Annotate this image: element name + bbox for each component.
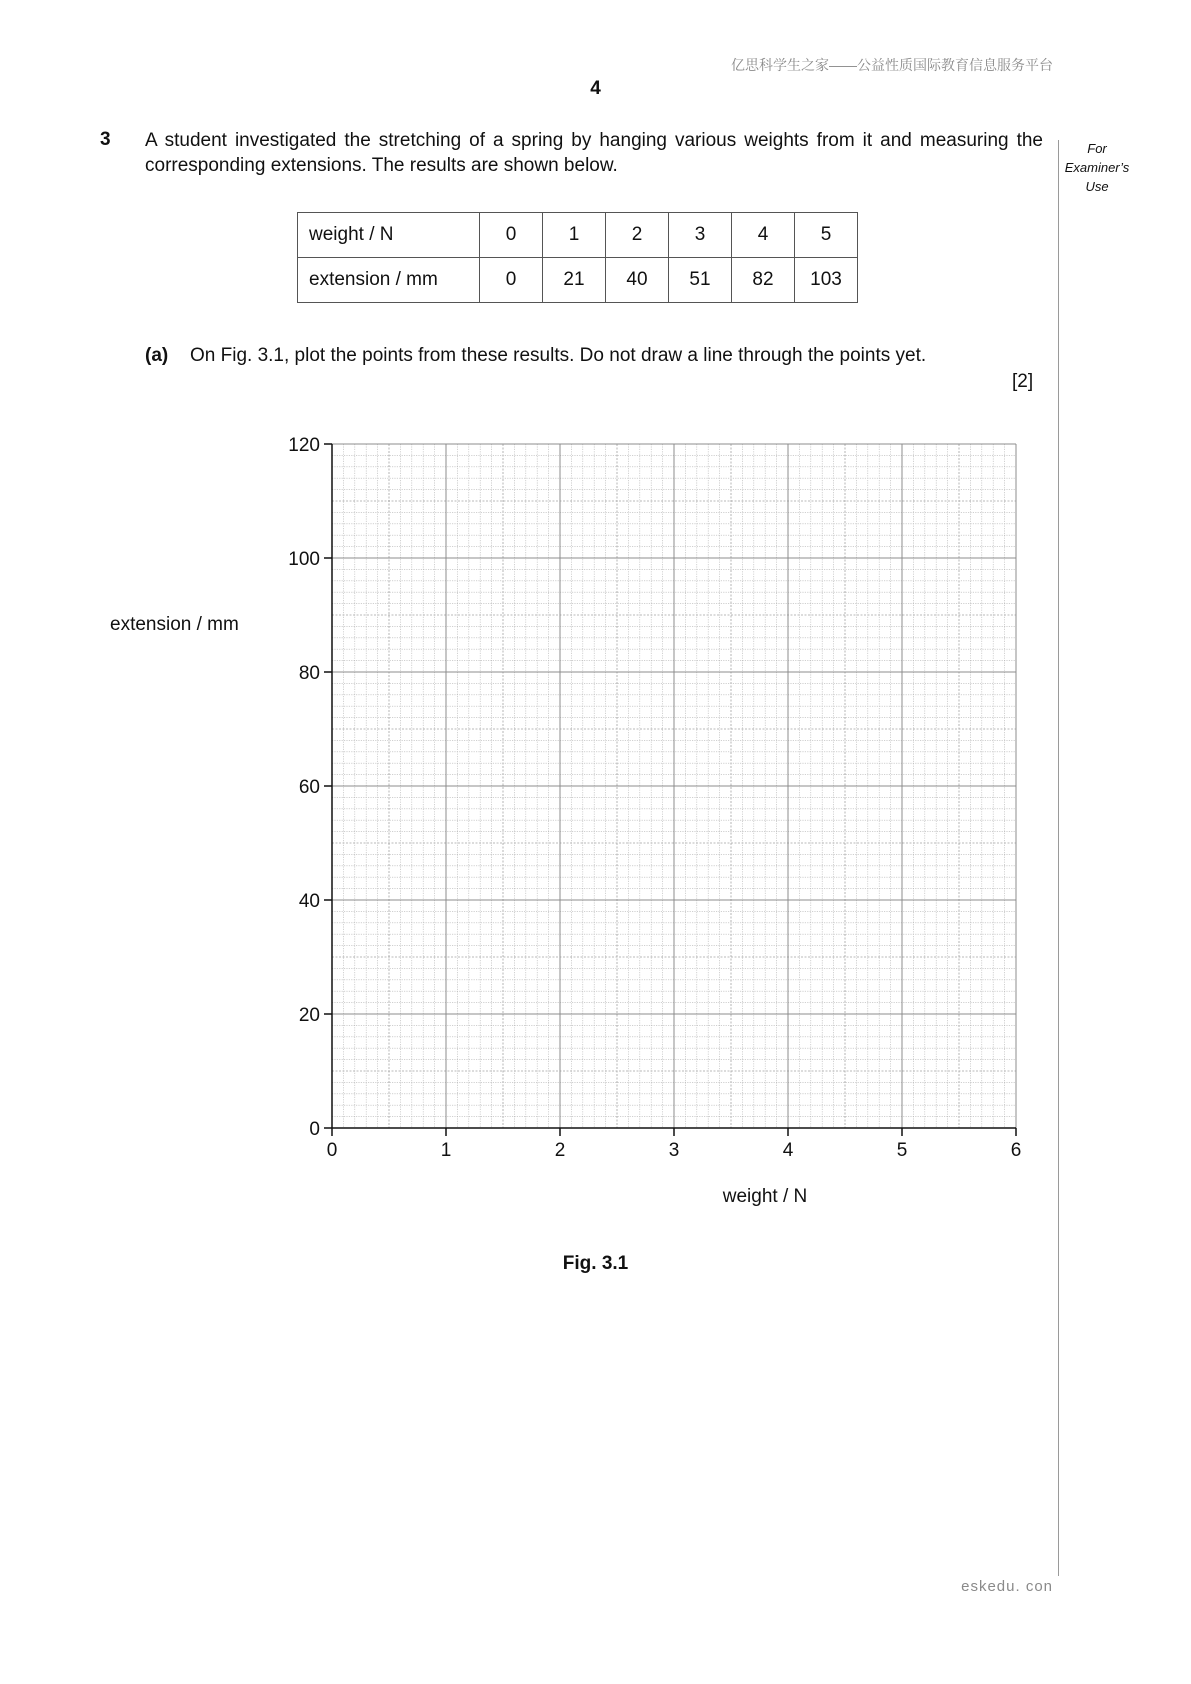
x-tick-label: 2 bbox=[554, 1140, 566, 1161]
table-cell: 0 bbox=[480, 258, 543, 303]
part-a-marks: [2] bbox=[1012, 371, 1034, 392]
table-cell: 1 bbox=[543, 213, 606, 258]
y-tick-label: 120 bbox=[288, 435, 320, 456]
examiner-line: Use bbox=[1085, 179, 1109, 194]
axis-ticks bbox=[288, 435, 1021, 1161]
examiner-use-label bbox=[1052, 139, 1142, 196]
footer-text: eskedu. con bbox=[961, 1578, 1053, 1595]
figure-caption: Fig. 3.1 bbox=[562, 1253, 629, 1274]
x-tick-label: 1 bbox=[440, 1140, 452, 1161]
question-text: A student investigated the stretching of a spring by hanging various weights from it and measuring the corresponding extensions. The results are shown below. bbox=[145, 130, 1043, 176]
table-cell: 2 bbox=[606, 213, 669, 258]
examiner-line: Examiner’s bbox=[1064, 160, 1130, 175]
part-a-text: On Fig. 3.1, plot the points from these results. Do not draw a line through the points yet. bbox=[190, 345, 927, 366]
table-cell: 0 bbox=[480, 213, 543, 258]
y-tick-label: 100 bbox=[288, 549, 320, 570]
table-cell: 51 bbox=[669, 258, 732, 303]
margin-rule bbox=[1058, 140, 1059, 1576]
part-a-label: (a) bbox=[145, 345, 169, 366]
x-axis-label: weight / N bbox=[722, 1186, 808, 1207]
results-table bbox=[297, 212, 858, 303]
table-cell: 3 bbox=[669, 213, 732, 258]
x-tick-label: 6 bbox=[1010, 1140, 1022, 1161]
row-label: weight / N bbox=[298, 213, 480, 258]
table-cell: 21 bbox=[543, 258, 606, 303]
question-number: 3 bbox=[100, 129, 111, 150]
table-cell: 5 bbox=[795, 213, 858, 258]
table-cell: 40 bbox=[606, 258, 669, 303]
table-cell: 82 bbox=[732, 258, 795, 303]
x-tick-label: 5 bbox=[896, 1140, 908, 1161]
y-tick-label: 20 bbox=[298, 1005, 320, 1026]
graph-paper-chart[interactable] bbox=[110, 430, 1050, 1220]
page-number: 4 bbox=[590, 78, 601, 99]
examiner-line: For bbox=[1087, 141, 1107, 156]
y-tick-label: 0 bbox=[309, 1119, 320, 1140]
y-tick-label: 60 bbox=[298, 777, 320, 798]
x-tick-label: 0 bbox=[326, 1140, 338, 1161]
y-axis-label: extension / mm bbox=[110, 614, 239, 635]
table-row-weight bbox=[298, 213, 858, 258]
table-cell: 4 bbox=[732, 213, 795, 258]
y-tick-label: 40 bbox=[298, 891, 320, 912]
y-tick-label: 80 bbox=[298, 663, 320, 684]
watermark-text: 亿思科学生之家——公益性质国际教育信息服务平台 bbox=[731, 57, 1053, 73]
table-cell: 103 bbox=[795, 258, 858, 303]
x-tick-label: 3 bbox=[668, 1140, 680, 1161]
row-label: extension / mm bbox=[298, 258, 480, 303]
table-row-extension bbox=[298, 258, 858, 303]
x-tick-label: 4 bbox=[782, 1140, 794, 1161]
